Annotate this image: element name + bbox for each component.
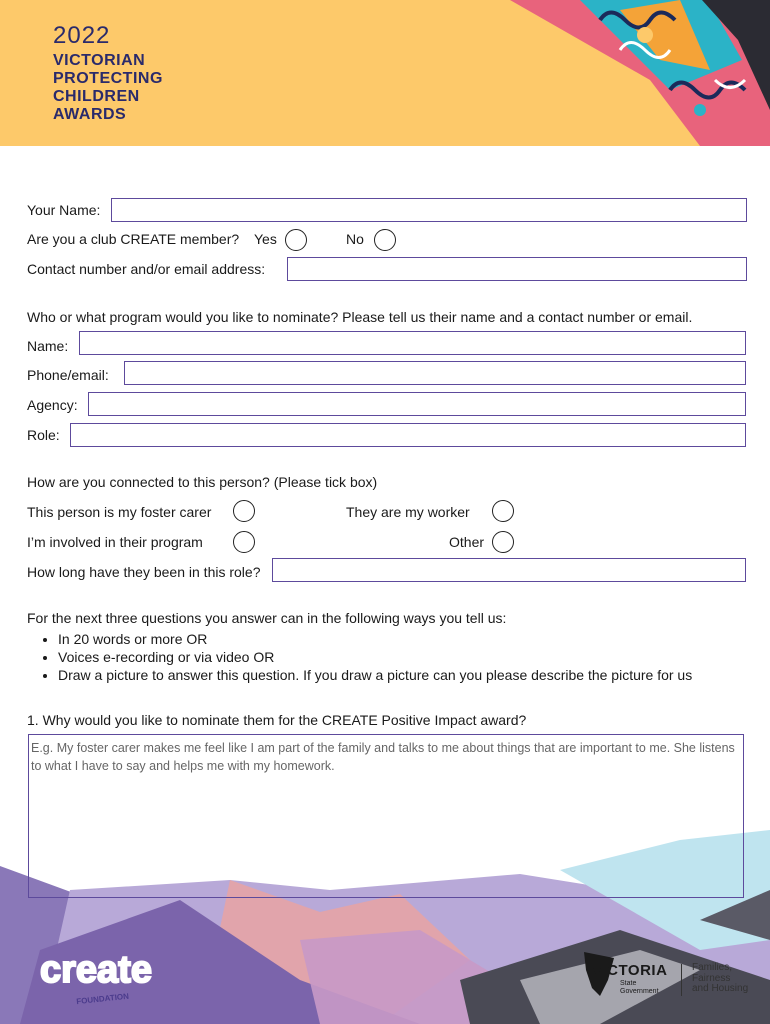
- title-line: CHILDREN: [53, 88, 140, 105]
- instruction-item: • Draw a picture to answer this question. If you draw a picture can you please describe the picture for us: [58, 666, 692, 684]
- how-long-input[interactable]: [272, 558, 746, 582]
- victoria-wordmark: VICTORIA: [592, 962, 668, 979]
- department-line: Fairness: [692, 972, 731, 984]
- nominate-question: Who or what program would you like to nominate? Please tell us their name and a contact number or email.: [27, 309, 693, 325]
- role-label: Role:: [27, 427, 60, 443]
- nominee-name-input[interactable]: [79, 331, 746, 355]
- instruction-item: • Voices e-recording or via video OR: [58, 648, 692, 666]
- instruction-item: • In 20 words or more OR: [58, 630, 692, 648]
- yes-label: Yes: [254, 231, 277, 247]
- title-line: VICTORIAN: [53, 52, 146, 69]
- awards-title: [53, 24, 163, 124]
- how-long-label: How long have they been in this role?: [27, 564, 261, 580]
- worker-label: They are my worker: [346, 504, 470, 520]
- no-label: No: [346, 231, 364, 247]
- question-1: 1. Why would you like to nominate them for the CREATE Positive Impact award?: [27, 712, 527, 728]
- phone-email-input[interactable]: [124, 361, 746, 385]
- title-line: AWARDS: [53, 106, 127, 123]
- foster-carer-label: This person is my foster carer: [27, 504, 212, 520]
- header-banner: [0, 0, 770, 146]
- phone-label: Phone/email:: [27, 367, 109, 383]
- question-1-answer-box[interactable]: [28, 734, 744, 898]
- awards-year: 2022: [53, 22, 111, 49]
- yes-radio[interactable]: [285, 229, 307, 251]
- your-name-label: Your Name:: [27, 202, 101, 218]
- your-name-input[interactable]: [111, 198, 747, 222]
- other-radio[interactable]: [492, 531, 514, 553]
- decorative-pattern: [470, 0, 770, 146]
- question-1-placeholder: E.g. My foster carer makes me feel like I am part of the family and talks to me about things that are important to me. She listens to what I have to say and helps me with my homework.: [31, 741, 735, 773]
- department-line: and Housing: [692, 983, 749, 994]
- name-label: Name:: [27, 338, 69, 354]
- department-name: [692, 963, 748, 995]
- contact-label: Contact number and/or email address:: [27, 261, 266, 277]
- contact-input[interactable]: [287, 257, 747, 281]
- program-radio[interactable]: [233, 531, 255, 553]
- role-input[interactable]: [70, 423, 746, 447]
- program-label: I’m involved in their program: [27, 534, 203, 550]
- foster-carer-radio[interactable]: [233, 500, 255, 522]
- create-logo-text: create: [40, 949, 152, 991]
- create-foundation-text: FOUNDATION: [75, 991, 130, 1006]
- agency-input[interactable]: [88, 392, 746, 416]
- instructions-list: [40, 630, 692, 684]
- agency-label: Agency:: [27, 397, 78, 413]
- no-radio[interactable]: [374, 229, 396, 251]
- victoria-sub-line: State: [620, 980, 637, 987]
- club-member-question: Are you a club CREATE member?: [27, 231, 240, 247]
- logo-divider: [681, 964, 682, 996]
- victoria-sub-line: Government: [620, 988, 659, 995]
- department-line: Families,: [692, 962, 733, 973]
- worker-radio[interactable]: [492, 500, 514, 522]
- create-foundation-logo: [36, 946, 196, 1006]
- connection-question: How are you connected to this person? (Please tick box): [27, 474, 378, 490]
- other-label: Other: [449, 534, 485, 550]
- instructions-intro: For the next three questions you answer can in the following ways you tell us:: [27, 610, 507, 626]
- victoria-subtitle: [620, 980, 659, 996]
- title-line: PROTECTING: [53, 70, 163, 87]
